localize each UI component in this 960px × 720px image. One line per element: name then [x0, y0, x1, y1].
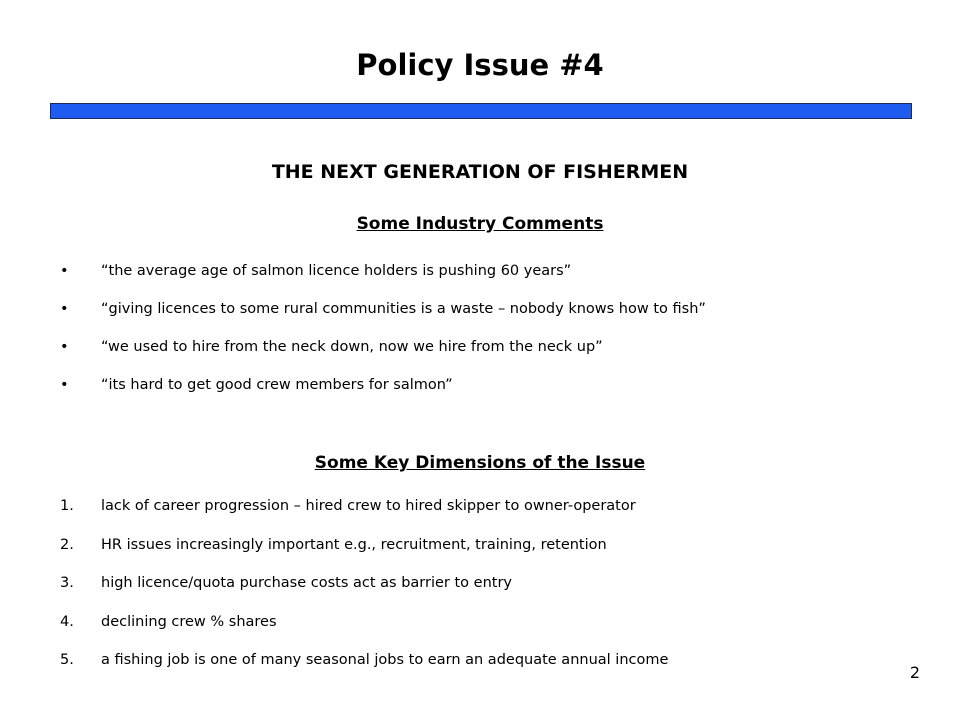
slide-title: Policy Issue #4: [356, 48, 604, 82]
industry-comments-heading: Some Industry Comments: [356, 214, 604, 234]
bullet-icon: •: [60, 301, 69, 317]
comment-text: “the average age of salmon licence holders is pushing 60 years”: [101, 263, 572, 279]
dimension-text: HR issues increasingly important e.g., recruitment, training, retention: [101, 536, 607, 553]
bullet-icon: •: [60, 263, 69, 279]
dimension-number: 4.: [60, 613, 74, 630]
slide-subtitle: THE NEXT GENERATION OF FISHERMEN: [271, 161, 689, 183]
comment-item: [0, 300, 960, 338]
bullet-icon: •: [60, 339, 69, 355]
dimension-number: 5.: [60, 652, 74, 668]
dimension-number: 2.: [60, 536, 74, 553]
comment-item: [0, 262, 960, 300]
dimension-item: [0, 613, 960, 652]
dimension-item: [0, 651, 960, 690]
key-dimensions-list: [0, 497, 960, 690]
dimension-item: [0, 497, 960, 536]
dimension-text: high licence/quota purchase costs act as barrier to entry: [101, 575, 512, 591]
dimension-item: [0, 536, 960, 575]
comment-item: [0, 338, 960, 376]
dimension-number: 3.: [60, 575, 74, 591]
dimension-text: lack of career progression – hired crew to hired skipper to owner-operator: [101, 498, 636, 514]
comment-text: “its hard to get good crew members for salmon”: [101, 377, 453, 393]
bullet-icon: •: [60, 377, 69, 393]
comment-item: [0, 376, 960, 414]
comment-text: “giving licences to some rural communities is a waste – nobody knows how to fish”: [101, 301, 706, 317]
industry-comments-list: [0, 262, 960, 414]
dimension-text: declining crew % shares: [101, 613, 277, 630]
comment-text: “we used to hire from the neck down, now we hire from the neck up”: [101, 339, 603, 355]
dimension-number: 1.: [60, 498, 74, 514]
key-dimensions-heading: Some Key Dimensions of the Issue: [314, 453, 646, 473]
dimension-text: a fishing job is one of many seasonal jobs to earn an adequate annual income: [101, 652, 669, 668]
dimension-item: [0, 574, 960, 613]
title-divider-bar: [50, 103, 912, 119]
page-number: 2: [909, 663, 920, 682]
